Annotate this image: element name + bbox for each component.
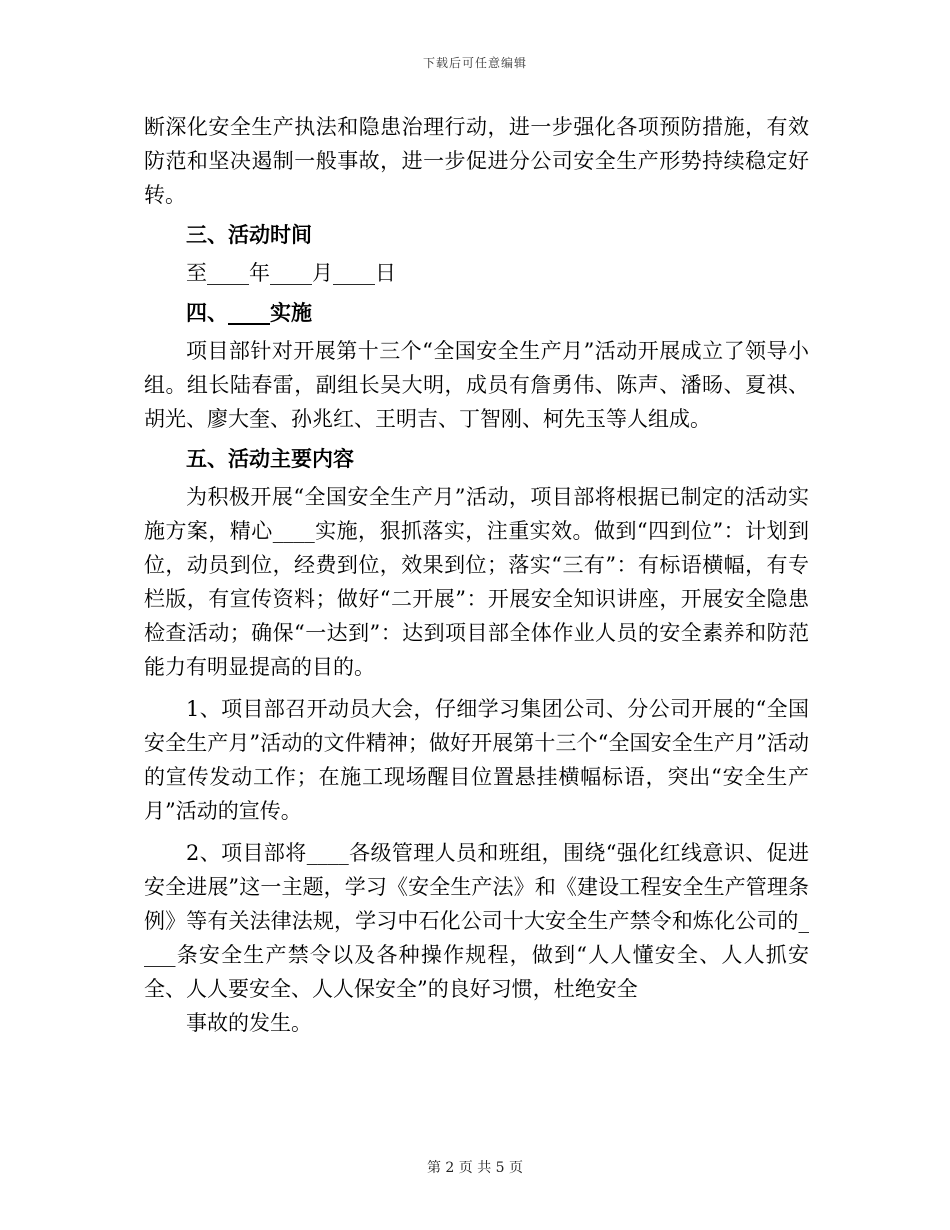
paragraph-item-2-end: 事故的发生。 bbox=[186, 1011, 312, 1035]
section-heading-main-content: 五、活动主要内容 bbox=[186, 447, 354, 471]
header-note: 下载后可任意编辑 bbox=[422, 56, 527, 70]
document-body bbox=[144, 110, 809, 1040]
paragraph-item-1: 1、项目部召开动员大会，仔细学习集团公司、分公司开展的“全国安全生产月”活动的文件精神；做好开展第十三个“全国安全生产月”活动的宣传发动工作；在施工现场醒目位置悬挂横幅标语，突出“安全生产月”活动的宣传。 bbox=[144, 697, 809, 823]
paragraph-item-2: 2、项目部将____各级管理人员和班组，围绕“强化红线意识、促进安全进展”这一主题，学习《安全生产法》和《建设工程安全生产管理条例》等有关法律法规，学习中石化公司十大安全生产禁令和炼化公司的____条安全生产禁令以及各种操作规程，做到“人人懂安全、人人抓安全、人人要安全、人人保安全”的良好习惯，杜绝安全 bbox=[144, 841, 809, 1001]
paragraph-main-content: 为积极开展“全国安全生产月”活动，项目部将根据已制定的活动实施方案，精心____实施，狠抓落实，注重实效。做到“四到位”：计划到位，动员到位，经费到位，效果到位；落实“三有”：有标语横幅，有专栏版，有宣传资料；做好“二开展”：开展安全知识讲座，开展安全隐患检查活动；确保“一达到”：达到项目部全体作业人员的安全素养和防范能力有明显提高的目的。 bbox=[144, 485, 809, 679]
paragraph-leadership-group: 项目部针对开展第十三个“全国安全生产月”活动开展成立了领导小组。组长陆春雷，副组长吴大明，成员有詹勇伟、陈声、潘旸、夏祺、胡光、廖大奎、孙兆红、王明吉、丁智刚、柯先玉等人组成。 bbox=[144, 339, 809, 431]
paragraph-continued: 断深化安全生产执法和隐患治理行动，进一步强化各项预防措施，有效防范和坚决遏制一般事故，进一步促进分公司安全生产形势持续稳定好转。 bbox=[144, 115, 809, 207]
activity-time-line: 至____年____月____日 bbox=[186, 261, 396, 285]
page-footer: 第 2 页 共 5 页 bbox=[426, 1160, 524, 1176]
section-heading-implementation: 四、____实施 bbox=[186, 301, 312, 325]
section-heading-activity-time: 三、活动时间 bbox=[186, 223, 312, 247]
